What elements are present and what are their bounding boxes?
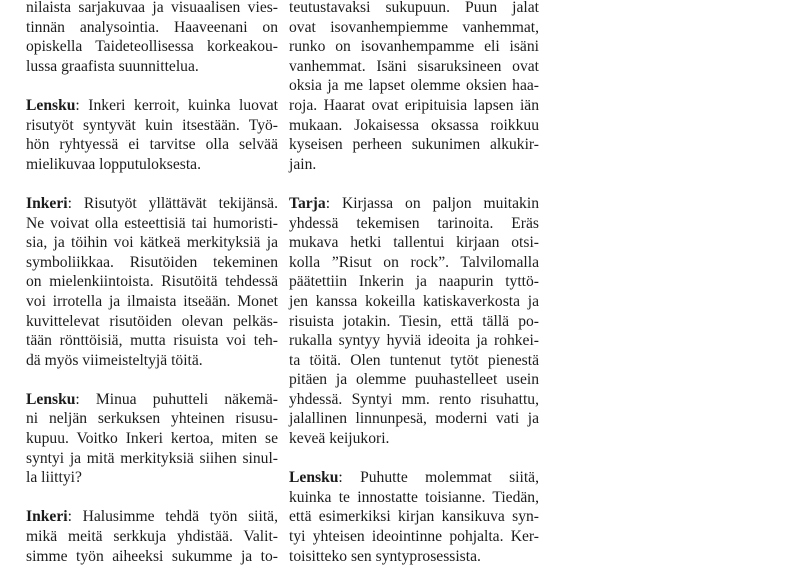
text-line: symboliikkaa. Risutöiden tekeminen [26,253,278,271]
speaker-name: Inkeri [26,194,68,212]
paragraph-first-line [289,194,539,214]
speaker-name: Lensku [26,96,76,114]
text-line: tinnän analysointia. Haaveenani on [26,18,278,36]
text-line: pitäen ja olemme puuhastelleet usein [289,371,539,389]
text-line: jalallinen linnunpesä, moderni vati ja [289,410,539,428]
text-line: la liittyi? [26,469,82,487]
text-line: mikä meitä serkkuja yhdistää. Valit- [26,528,278,546]
text-line: kolla ”Risut on rock”. Talvilomalla [289,253,539,271]
text-line: simme työn aiheeksi sukumme ja to- [26,547,278,565]
text-line: keveä keijukori. [289,430,390,448]
lensku-paragraph-3 [289,468,539,566]
paragraph-first-line [26,96,278,116]
text-line: sia, ja töihin voi kätkeä merkityksiä ja [26,234,278,252]
text-line: kuvittelevat risutöiden olevan pelkäs- [26,312,278,330]
first-line-text: : Minua puhutteli näkemä- [75,390,278,408]
text-line: päätettiin Inkerin ja naapurin tyttö- [289,273,539,291]
text-line: tyi yhteisen ideointinne pohjalta. Ker- [289,528,539,546]
text-line: on mielenkiintoista. Risutöitä tehdessä [26,273,278,291]
text-line: Ne voivat olla esteettisiä tai humoristi- [26,214,278,232]
lensku-paragraph-2 [26,390,278,488]
text-line: hön ryhtyessä ei tarvitse olla selvää [26,136,278,154]
speaker-name: Tarja [289,194,326,212]
text-line: dä myös viimeisteltyjä töitä. [26,351,203,369]
text-line: kupuu. Voitko Inkeri kertoa, miten se [26,430,278,448]
paragraph-first-line [26,390,278,410]
text-line: oksia ja me lapset olemme oksien haa- [289,77,539,95]
paragraph-first-line [26,194,278,214]
right-column [289,0,539,566]
inkeri-paragraph-2 [26,507,278,566]
speaker-name: Lensku [289,469,339,487]
text-line: ni neljän serkuksen yhteinen risusu- [26,410,278,428]
text-line: mukaan. Jokaisessa oksassa roikkuu [289,116,539,134]
text-line: jen kanssa kokeilla katiskaverkosta ja [289,292,539,310]
lensku-paragraph-1 [26,96,278,174]
text-line: yhdessä. Syntyi mm. rento risuhattu, [289,390,539,408]
text-line: ovat isovanhempiemme vanhemmat, [289,18,539,36]
tarja-paragraph [289,194,539,449]
text-line: nilaista sarjakuvaa ja visuaalisen vies- [26,0,278,16]
text-line: jain. [289,155,317,173]
text-line: voi irrotella ja ilmaista itseään. Monet [26,292,278,310]
text-line: risutyöt syntyvät kuin itsestään. Työ- [26,116,278,134]
text-line: kyseisen perheen sukunimen alkukir- [289,136,539,154]
text-line: opiskella Taideteollisessa korkeakou- [26,38,278,56]
paragraph-first-line [26,507,278,527]
text-line: lussa graafista suunnittelua. [26,57,199,75]
speaker-name: Inkeri [26,508,68,526]
text-line: tään rönttöisiä, mutta risuista voi teh- [26,332,278,350]
text-line: syntyi ja mitä merkityksiä siihen sinul- [26,449,278,467]
first-line-text: : Halusimme tehdä työn siitä, [67,508,278,526]
text-line: mielikuvaa lopputuloksesta. [26,155,201,173]
text-line: teutustavaksi sukupuun. Puun jalat [289,0,539,16]
text-line: mukava hetki tallentui kirjaan otsi- [289,234,539,252]
first-line-text: : Kirjassa on paljon muitakin [325,194,539,212]
first-line-text: : Risutyöt yllättävät tekijänsä. [67,194,278,212]
inkeri-paragraph-1 [26,194,278,370]
text-line: risuista jotakin. Tiesin, että tällä po- [289,312,539,330]
first-line-text: : Puhutte molemmat siitä, [338,469,539,487]
text-line: rukalla syntyy hyviä ideoita ja rohkei- [289,332,539,350]
text-line: roja. Haarat ovat eripituisia lapsen iän [289,96,539,114]
speaker-name: Lensku [26,390,76,408]
text-line: yhdessä tekemisen tarinoita. Eräs [289,214,539,232]
text-line: kuinka te innostatte toisianne. Tiedän, [289,488,539,506]
text-line: runko on isovanhempamme eli isäni [289,38,539,56]
text-line: että esimerkiksi kirjan kansikuva syn- [289,508,539,526]
paragraph-first-line [289,468,539,488]
left-column [26,0,278,566]
first-line-text: : Inkeri kerroit, kuinka luovat [75,96,278,114]
continued-paragraph [289,0,539,174]
text-line: ta töitä. Olen tuntenut tytöt pienestä [289,351,539,369]
text-line: vanhemmat. Isäni sisaruksineen ovat [289,57,539,75]
intro-paragraph [26,0,278,76]
text-line: toisitteko sen syntyprosessista. [289,547,481,565]
